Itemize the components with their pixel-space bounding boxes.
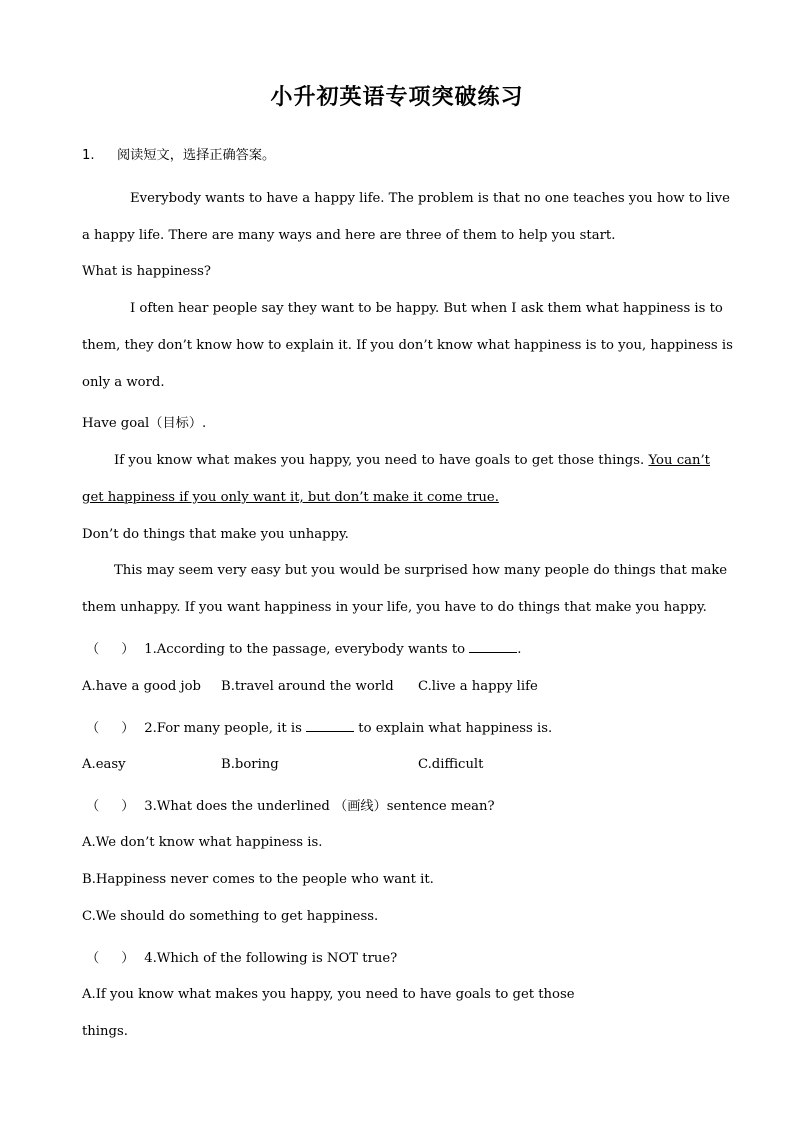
heading-have-goal: Have goal（目标）. [82, 416, 207, 431]
section-heading [82, 144, 712, 163]
question-2-text: 2.For many people, it is [144, 721, 302, 736]
question-3-text: 3.What does the underlined （画线）sentence mean? [144, 799, 495, 814]
passage-p4-line1: This may seem very easy but you would be surprised how many people do things that make [114, 563, 728, 578]
q1-option-b[interactable]: B.travel around the world [221, 679, 394, 694]
q3-option-b[interactable]: B.Happiness never comes to the people who want it. [82, 872, 434, 887]
question-1-text: 1.According to the passage, everybody wants to [144, 642, 466, 657]
question-2-stem: （ ） 2.For many people, it is to explain what happiness is. [86, 717, 716, 736]
passage-p2-line2: them, they don’t know how to explain it. If you don’t know what happiness is to you, happiness is [82, 338, 733, 353]
passage-p1-line1: Everybody wants to have a happy life. The problem is that no one teaches you how to live [130, 191, 730, 206]
heading-dont-do-things: Don’t do things that make you unhappy. [82, 527, 349, 542]
q2-option-b[interactable]: B.boring [221, 757, 279, 772]
q4-option-a-line1[interactable]: A.If you know what makes you happy, you need to have goals to get those [82, 987, 575, 1002]
passage-p4-line2: them unhappy. If you want happiness in your life, you have to do things that make you happy. [82, 600, 707, 615]
answer-paren-1[interactable]: （ ） [86, 642, 135, 657]
question-1-stem: （ ） 1.According to the passage, everybody wants to . [86, 638, 716, 657]
answer-paren-3[interactable]: （ ） [86, 799, 135, 814]
passage-p3-line1 [114, 453, 710, 468]
question-4-stem [86, 947, 716, 966]
q2-option-a[interactable]: A.easy [82, 757, 126, 772]
passage-p2-line3: only a word. [82, 375, 165, 390]
question-3-stem [86, 795, 716, 814]
underlined-sentence-part1: You can’t [648, 453, 710, 468]
q4-option-a-line2: things. [82, 1024, 128, 1039]
q1-option-a[interactable]: A.have a good job [82, 679, 201, 694]
section-instruction: 阅读短文，选择正确答案。 [117, 148, 276, 163]
q2-option-c[interactable]: C.difficult [418, 757, 484, 772]
question-4-text: 4.Which of the following is NOT true? [144, 951, 398, 966]
underlined-sentence-part2: get happiness if you only want it, but don’t make it come true. [82, 490, 499, 505]
passage-p3-plain: If you know what makes you happy, you need to have goals to get those things. [114, 453, 645, 468]
answer-paren-2[interactable]: （ ） [86, 721, 135, 736]
q1-option-c[interactable]: C.live a happy life [418, 679, 538, 694]
q3-option-a[interactable]: A.We don’t know what happiness is. [82, 835, 323, 850]
passage-p1-line2: a happy life. There are many ways and here are three of them to help you start. [82, 228, 616, 243]
heading-what-is-happiness: What is happiness? [82, 264, 211, 279]
answer-paren-4[interactable]: （ ） [86, 951, 135, 966]
page-title: 小升初英语专项突破练习 [270, 84, 524, 110]
answer-blank-2[interactable] [306, 721, 354, 732]
answer-blank-1[interactable] [469, 642, 517, 653]
passage-p2-line1: I often hear people say they want to be happy. But when I ask them what happiness is to [130, 301, 723, 316]
section-number: 1. [82, 148, 95, 163]
q3-option-c[interactable]: C.We should do something to get happiness. [82, 909, 379, 924]
